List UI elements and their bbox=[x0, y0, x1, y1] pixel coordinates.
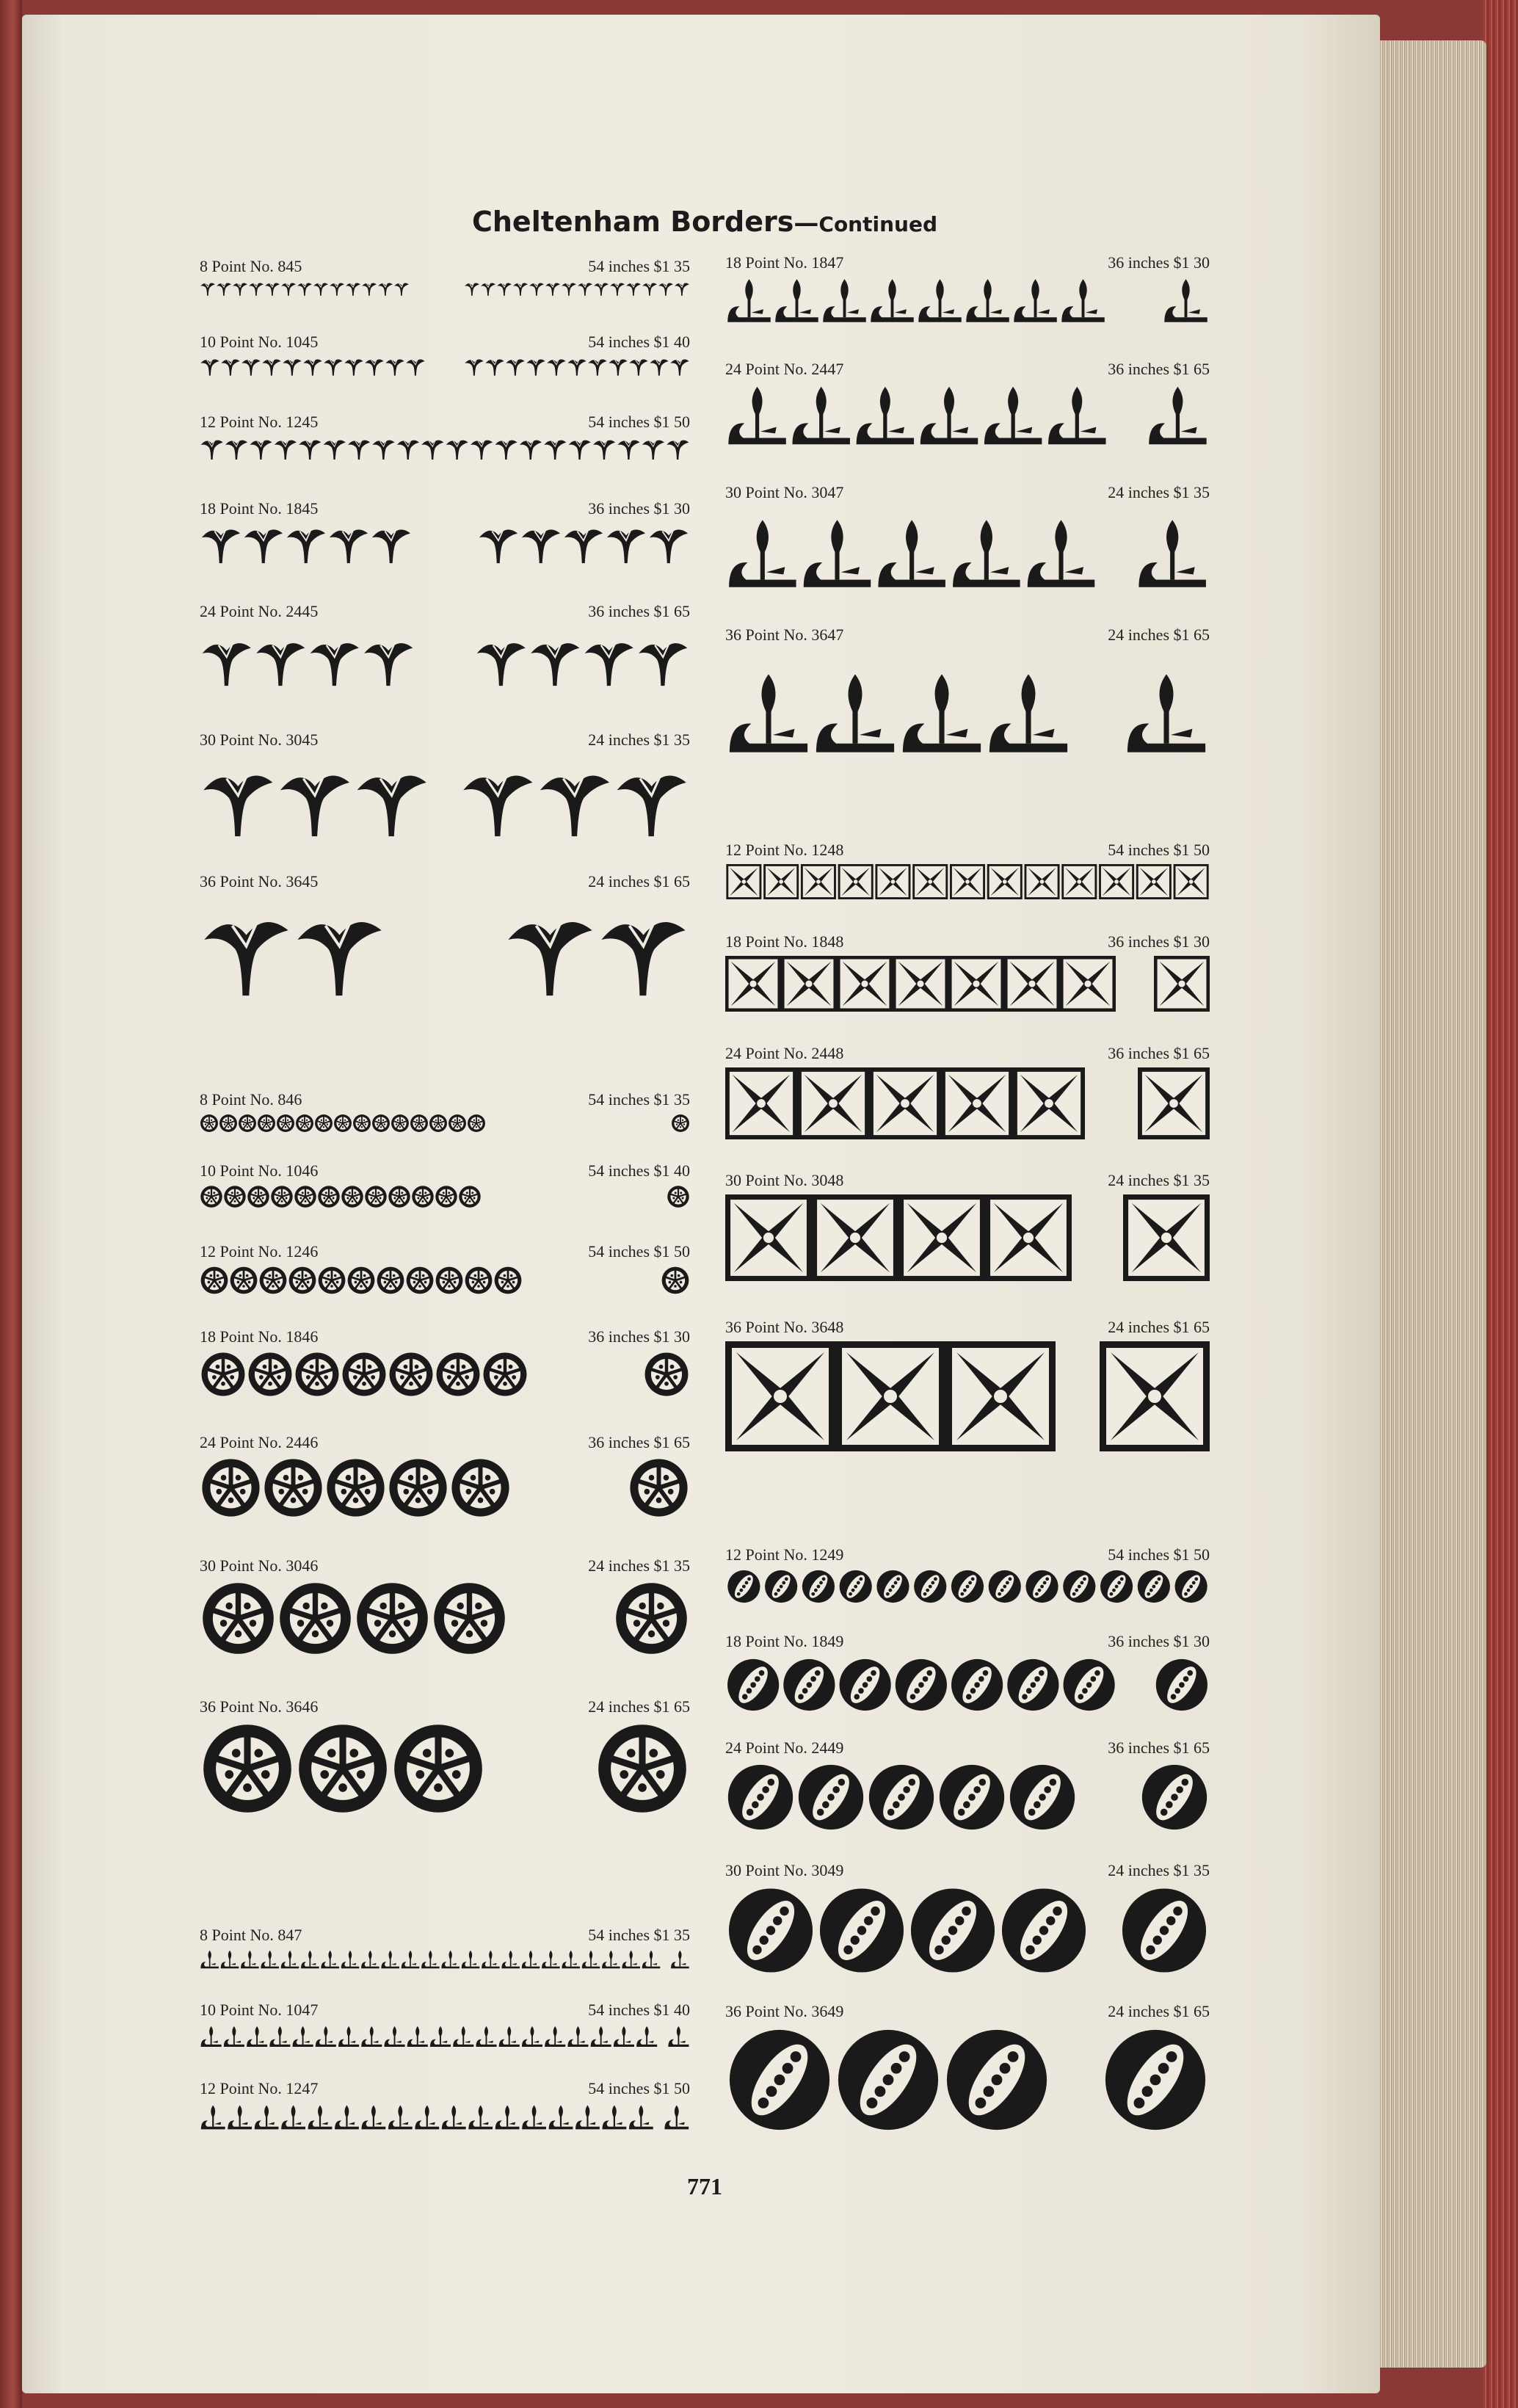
border-ornament-strip bbox=[200, 1949, 690, 1970]
border-ornament-strip bbox=[200, 1114, 690, 1133]
border-ornament-strip bbox=[200, 280, 690, 297]
border-specimen-price: 54 inches $1 50 bbox=[588, 2079, 690, 2097]
border-specimen-label: 24 Point No. 2446 bbox=[200, 1433, 319, 1451]
border-ornament-strip bbox=[725, 649, 1210, 777]
page-number: 771 bbox=[687, 2173, 722, 2200]
border-specimen-label: 18 Point No. 1848 bbox=[725, 932, 844, 951]
border-specimen-label: 36 Point No. 3646 bbox=[200, 1697, 319, 1716]
border-specimen-label: 12 Point No. 1245 bbox=[200, 413, 319, 431]
border-specimen-price: 24 inches $1 35 bbox=[1108, 1861, 1210, 1879]
border-specimen-price: 54 inches $1 50 bbox=[1108, 841, 1210, 859]
border-specimen-price: 54 inches $1 35 bbox=[588, 1926, 690, 1944]
border-specimen-price: 36 inches $1 30 bbox=[588, 499, 690, 518]
border-ornament-strip bbox=[725, 1067, 1210, 1139]
border-specimen-label: 30 Point No. 3047 bbox=[725, 483, 844, 501]
border-specimen-price: 36 inches $1 30 bbox=[588, 1327, 690, 1346]
border-ornament-strip bbox=[725, 1194, 1210, 1281]
border-specimen-label: 12 Point No. 1249 bbox=[725, 1545, 844, 1564]
border-specimen-price: 54 inches $1 50 bbox=[588, 413, 690, 431]
border-specimen-price: 54 inches $1 35 bbox=[588, 257, 690, 275]
border-ornament-strip bbox=[200, 1185, 690, 1208]
page-edges bbox=[1365, 40, 1486, 2368]
border-specimen-label: 12 Point No. 1246 bbox=[200, 1242, 319, 1261]
border-specimen-price: 24 inches $1 65 bbox=[588, 1697, 690, 1716]
border-specimen-label: 18 Point No. 1847 bbox=[725, 253, 844, 272]
border-specimen-label: 10 Point No. 1047 bbox=[200, 2001, 319, 2019]
border-ornament-strip bbox=[200, 1266, 690, 1295]
border-ornament-strip bbox=[725, 1656, 1210, 1714]
border-specimen-price: 36 inches $1 65 bbox=[1108, 360, 1210, 378]
border-specimen-label: 8 Point No. 847 bbox=[200, 1926, 302, 1944]
border-ornament-strip bbox=[725, 1341, 1210, 1451]
border-specimen-price: 36 inches $1 30 bbox=[1108, 932, 1210, 951]
border-specimen-label: 12 Point No. 1247 bbox=[200, 2079, 319, 2097]
border-specimen-label: 36 Point No. 3649 bbox=[725, 2002, 844, 2020]
border-specimen-label: 30 Point No. 3049 bbox=[725, 1861, 844, 1879]
border-ornament-strip bbox=[200, 356, 690, 377]
border-specimen-price: 24 inches $1 35 bbox=[588, 1556, 690, 1575]
border-specimen-price: 24 inches $1 35 bbox=[588, 730, 690, 749]
title-main: Cheltenham Borders bbox=[471, 206, 794, 238]
border-specimen-label: 10 Point No. 1046 bbox=[200, 1161, 319, 1180]
border-specimen-price: 24 inches $1 65 bbox=[1108, 1318, 1210, 1336]
border-specimen-price: 24 inches $1 65 bbox=[1108, 625, 1210, 644]
border-ornament-strip bbox=[725, 1885, 1210, 1976]
border-specimen-label: 36 Point No. 3647 bbox=[725, 625, 844, 644]
border-specimen-price: 24 inches $1 35 bbox=[1108, 1171, 1210, 1189]
border-specimen-price: 24 inches $1 65 bbox=[588, 872, 690, 891]
border-ornament-strip bbox=[200, 1721, 690, 1816]
border-specimen-price: 54 inches $1 40 bbox=[588, 333, 690, 351]
border-specimen-label: 18 Point No. 1849 bbox=[725, 1632, 844, 1650]
border-specimen-label: 36 Point No. 3645 bbox=[200, 872, 319, 891]
border-ornament-strip bbox=[200, 1580, 690, 1657]
title-subtitle: Continued bbox=[818, 212, 937, 236]
border-ornament-strip bbox=[725, 383, 1210, 448]
border-specimen-price: 36 inches $1 30 bbox=[1108, 1632, 1210, 1650]
border-ornament-strip bbox=[200, 1351, 690, 1398]
border-specimen-price: 54 inches $1 35 bbox=[588, 1090, 690, 1109]
border-specimen-label: 12 Point No. 1248 bbox=[725, 841, 844, 859]
border-ornament-strip bbox=[725, 956, 1210, 1012]
title-dash: — bbox=[794, 208, 819, 238]
border-specimen-price: 36 inches $1 30 bbox=[1108, 253, 1210, 272]
border-specimen-price: 24 inches $1 35 bbox=[1108, 483, 1210, 501]
border-specimen-price: 36 inches $1 65 bbox=[588, 602, 690, 620]
border-ornament-strip bbox=[200, 2103, 690, 2132]
border-specimen-price: 36 inches $1 65 bbox=[1108, 1738, 1210, 1757]
border-ornament-strip bbox=[725, 1762, 1210, 1832]
border-ornament-strip bbox=[200, 2024, 690, 2049]
border-specimen-price: 54 inches $1 50 bbox=[588, 1242, 690, 1261]
border-ornament-strip bbox=[200, 1457, 690, 1519]
border-ornament-strip bbox=[200, 625, 690, 697]
border-specimen-price: 54 inches $1 40 bbox=[588, 1161, 690, 1180]
border-ornament-strip bbox=[725, 2026, 1210, 2134]
border-specimen-label: 24 Point No. 2449 bbox=[725, 1738, 844, 1757]
border-specimen-label: 8 Point No. 845 bbox=[200, 257, 302, 275]
border-ornament-strip bbox=[725, 277, 1210, 324]
border-specimen-label: 36 Point No. 3648 bbox=[725, 1318, 844, 1336]
border-specimen-label: 24 Point No. 2448 bbox=[725, 1044, 844, 1062]
border-ornament-strip bbox=[200, 754, 690, 849]
border-specimen-label: 30 Point No. 3048 bbox=[725, 1171, 844, 1189]
border-specimen-price: 54 inches $1 40 bbox=[588, 2001, 690, 2019]
border-specimen-price: 54 inches $1 50 bbox=[1108, 1545, 1210, 1564]
border-specimen-label: 30 Point No. 3046 bbox=[200, 1556, 319, 1575]
border-ornament-strip bbox=[725, 507, 1210, 601]
border-ornament-strip bbox=[725, 1569, 1210, 1604]
border-specimen-price: 36 inches $1 65 bbox=[588, 1433, 690, 1451]
border-specimen-label: 18 Point No. 1845 bbox=[200, 499, 319, 518]
border-ornament-strip bbox=[200, 436, 690, 461]
border-ornament-strip bbox=[200, 523, 690, 565]
border-specimen-price: 36 inches $1 65 bbox=[1108, 1044, 1210, 1062]
border-specimen-label: 30 Point No. 3045 bbox=[200, 730, 319, 749]
page-title bbox=[0, 206, 1409, 238]
border-specimen-label: 18 Point No. 1846 bbox=[200, 1327, 319, 1346]
border-ornament-strip bbox=[200, 896, 690, 1012]
border-specimen-label: 24 Point No. 2445 bbox=[200, 602, 319, 620]
border-specimen-price: 24 inches $1 65 bbox=[1108, 2002, 1210, 2020]
border-specimen-label: 8 Point No. 846 bbox=[200, 1090, 302, 1109]
border-specimen-label: 24 Point No. 2447 bbox=[725, 360, 844, 378]
book-cover-left bbox=[0, 0, 22, 2408]
border-specimen-label: 10 Point No. 1045 bbox=[200, 333, 319, 351]
book-cover-right bbox=[1483, 0, 1518, 2408]
border-ornament-strip bbox=[725, 864, 1210, 899]
